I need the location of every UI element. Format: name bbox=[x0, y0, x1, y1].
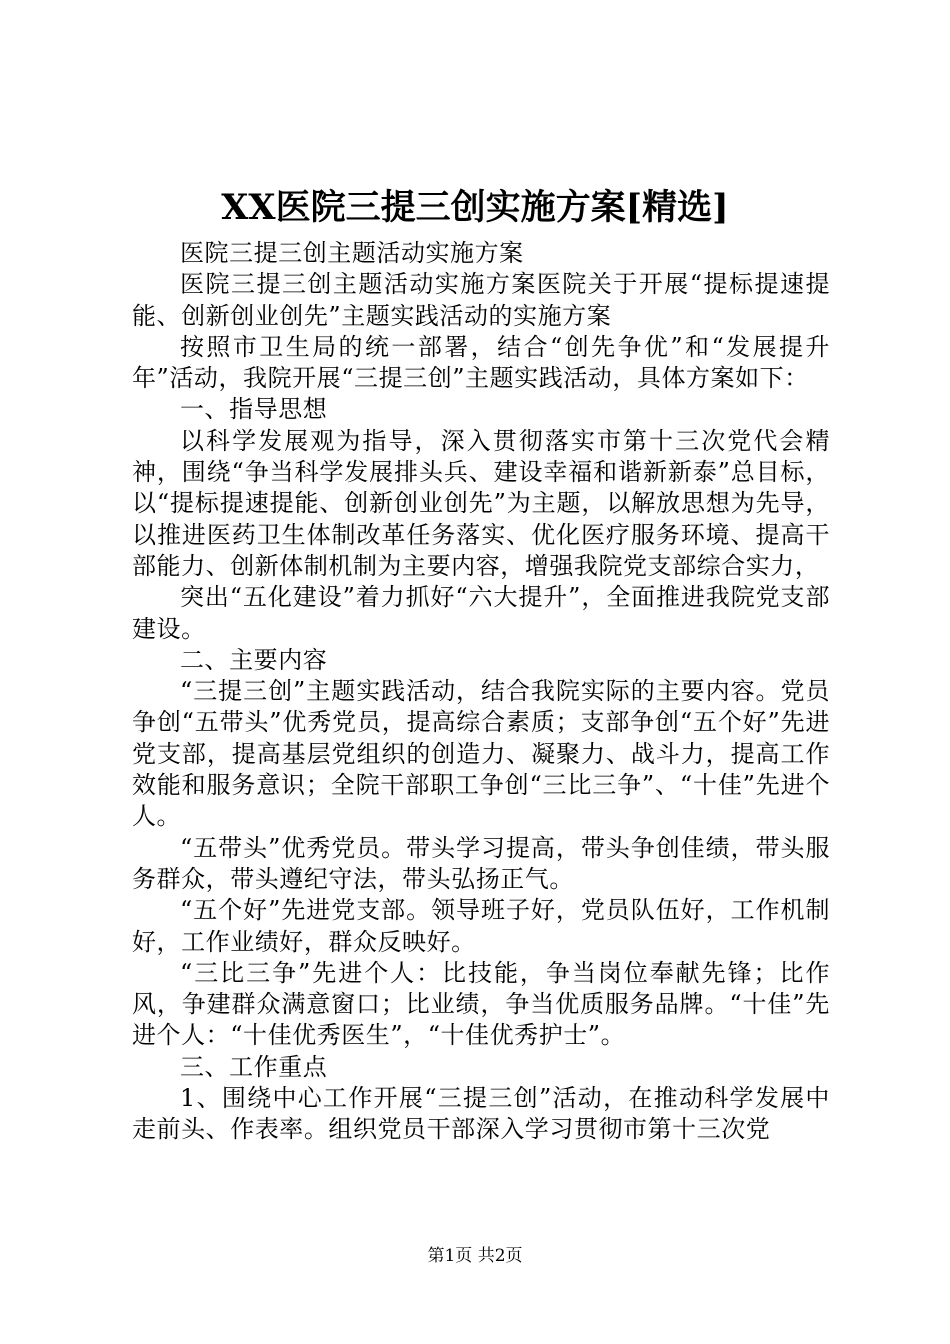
paragraph-five-constructions: 突出“五化建设”着力抓好“六大提升”，全面推进我院党支部建设。 bbox=[132, 583, 830, 643]
section-heading-guiding-ideology: 一、指导思想 bbox=[180, 395, 328, 424]
document-title: XX医院三提三创实施方案[精选] bbox=[221, 187, 729, 228]
paragraph-subtitle: 医院三提三创主题活动实施方案 bbox=[180, 239, 524, 267]
section-heading-main-content: 二、主要内容 bbox=[180, 645, 328, 674]
page-footer: 第1页 共2页 bbox=[427, 1246, 523, 1266]
paragraph-main-content: “三提三创”主题实践活动，结合我院实际的主要内容。党员争创“五带头”优秀党员，提高综合素质；支部争创“五个好”先进党支部，提高基层党组织的创造力、凝聚力、战斗力，提高工作效能和服务意识；全院干部职工争创“三比三争”、“十佳”先进个人。 bbox=[132, 677, 830, 831]
paragraph-guiding-ideology: 以科学发展观为指导，深入贯彻落实市第十三次党代会精神，围绕“争当科学发展排头兵、建设幸福和谐新新泰”总目标，以“提标提速提能、创新创业创先”为主题，以解放思想为先导，以推进医药卫生体制改革任务落实、优化医疗服务环境、提高干部能力、创新体制机制为主要内容，增强我院党支部综合实力， bbox=[132, 426, 830, 580]
paragraph-work-focus-1: 1、围绕中心工作开展“三提三创”活动，在推动科学发展中走前头、作表率。组织党员干部深入学习贯彻市第十三次党 bbox=[132, 1084, 830, 1144]
paragraph-five-leads: “五带头”优秀党员。带头学习提高，带头争创佳绩，带头服务群众，带头遵纪守法，带头弘扬正气。 bbox=[132, 833, 830, 893]
section-heading-work-focus: 三、工作重点 bbox=[180, 1052, 328, 1081]
document-body bbox=[132, 238, 830, 1146]
paragraph-five-goods: “五个好”先进党支部。领导班子好，党员队伍好，工作机制好，工作业绩好，群众反映好。 bbox=[132, 896, 830, 956]
paragraph-three-compares: “三比三争”先进个人：比技能，争当岗位奉献先锋；比作风，争建群众满意窗口；比业绩，争当优质服务品牌。“十佳”先进个人：“十佳优秀医生”，“十佳优秀护士”。 bbox=[132, 958, 830, 1050]
paragraph-plan-name: 医院三提三创主题活动实施方案医院关于开展“提标提速提能、创新创业创先”主题实践活动的实施方案 bbox=[132, 270, 830, 330]
paragraph-intro: 按照市卫生局的统一部署，结合“创先争优”和“发展提升年”活动，我院开展“三提三创”主题实践活动，具体方案如下： bbox=[132, 332, 830, 393]
